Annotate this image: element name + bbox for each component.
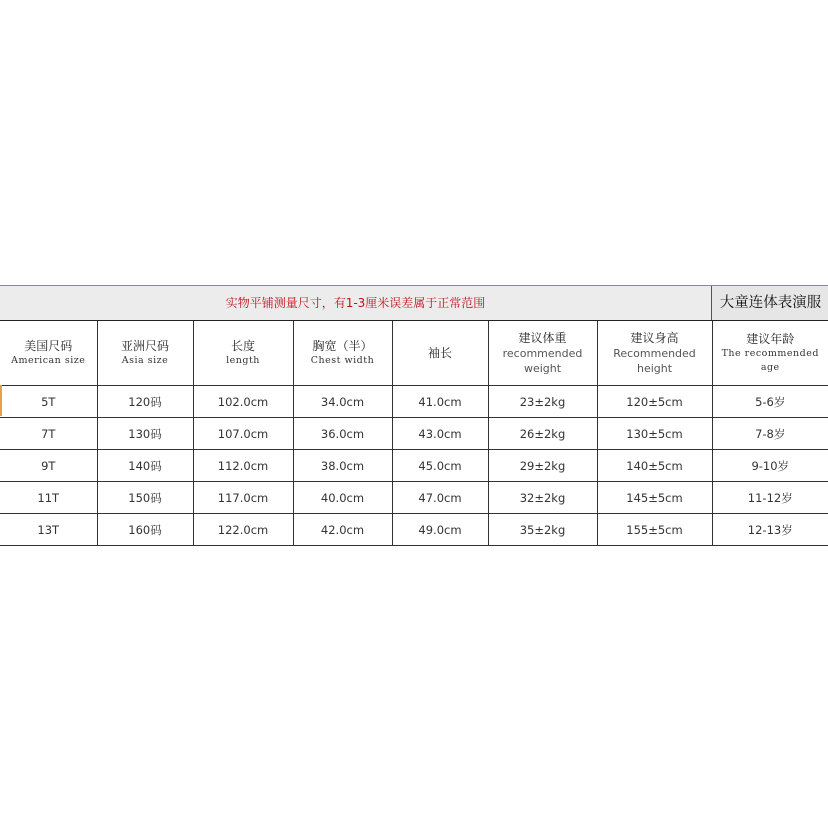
- chart-banner: [0, 286, 828, 321]
- table-cell: 130码: [97, 418, 193, 450]
- column-header-zh: 建议年龄: [746, 331, 795, 346]
- table-cell: 11-12岁: [712, 482, 828, 514]
- column-header: [597, 321, 712, 386]
- table-cell: 34.0cm: [293, 386, 392, 418]
- table-cell: 120码: [97, 386, 193, 418]
- column-header-en: American size: [11, 354, 86, 366]
- table-cell: 32±2kg: [488, 482, 597, 514]
- size-chart: [0, 285, 828, 546]
- table-cell: 5-6岁: [712, 386, 828, 418]
- column-header-zh: 建议身高: [630, 330, 679, 345]
- table-row: [0, 482, 828, 514]
- table-cell: 122.0cm: [193, 514, 293, 546]
- column-header-en: Asia size: [121, 354, 169, 366]
- product-title: 大童连体表演服: [711, 286, 828, 320]
- table-cell: 9T: [0, 450, 97, 482]
- table-cell: 13T: [0, 514, 97, 546]
- table-cell: 117.0cm: [193, 482, 293, 514]
- header-row: [0, 321, 828, 386]
- table-cell: 26±2kg: [488, 418, 597, 450]
- table-body: [0, 386, 828, 546]
- measurement-notice: 实物平铺测量尺寸，有1-3厘米误差属于正常范围: [225, 296, 486, 310]
- column-header: [97, 321, 193, 386]
- table-cell: 42.0cm: [293, 514, 392, 546]
- table-cell: 112.0cm: [193, 450, 293, 482]
- table-cell: 35±2kg: [488, 514, 597, 546]
- table-cell: 145±5cm: [597, 482, 712, 514]
- table-cell: 5T: [0, 386, 97, 418]
- column-header-en: Chest width: [310, 354, 375, 366]
- table-row: [0, 450, 828, 482]
- table-cell: 102.0cm: [193, 386, 293, 418]
- table-cell: 120±5cm: [597, 386, 712, 418]
- column-header-zh: 建议体重: [518, 330, 567, 345]
- column-header: [712, 321, 828, 386]
- table-cell: 36.0cm: [293, 418, 392, 450]
- table-cell: 45.0cm: [392, 450, 488, 482]
- column-header: [488, 321, 597, 386]
- table-row: [0, 418, 828, 450]
- column-header-en: The recommended age: [721, 347, 819, 373]
- column-header-zh: 亚洲尺码: [120, 338, 169, 353]
- table-row: [0, 514, 828, 546]
- table-cell: 7T: [0, 418, 97, 450]
- table-cell: 47.0cm: [392, 482, 488, 514]
- table-cell: 140±5cm: [597, 450, 712, 482]
- table-cell: 130±5cm: [597, 418, 712, 450]
- table-cell: 107.0cm: [193, 418, 293, 450]
- table-cell: 9-10岁: [712, 450, 828, 482]
- row-accent-marker: [0, 385, 2, 416]
- table-cell: 29±2kg: [488, 450, 597, 482]
- column-header: [392, 321, 488, 386]
- column-header: [0, 321, 97, 386]
- table-header: [0, 321, 828, 386]
- column-header-zh: 胸宽（半）: [312, 338, 373, 353]
- table-cell: 7-8岁: [712, 418, 828, 450]
- column-header: [193, 321, 293, 386]
- table-cell: 150码: [97, 482, 193, 514]
- table-cell: 43.0cm: [392, 418, 488, 450]
- table-cell: 40.0cm: [293, 482, 392, 514]
- table-cell: 155±5cm: [597, 514, 712, 546]
- table-cell: 38.0cm: [293, 450, 392, 482]
- column-header-en: Recommended height: [613, 346, 696, 375]
- table-row: [0, 386, 828, 418]
- column-header-zh: 袖长: [427, 345, 452, 360]
- column-header-zh: 美国尺码: [24, 338, 73, 353]
- column-header-zh: 长度: [230, 338, 255, 353]
- table-cell: 49.0cm: [392, 514, 488, 546]
- table-cell: 140码: [97, 450, 193, 482]
- column-header-en: recommended weight: [502, 346, 583, 375]
- table-cell: 41.0cm: [392, 386, 488, 418]
- column-header: [293, 321, 392, 386]
- column-header-en: length: [226, 354, 260, 366]
- table-cell: 160码: [97, 514, 193, 546]
- table-cell: 23±2kg: [488, 386, 597, 418]
- size-table: [0, 321, 828, 546]
- table-cell: 11T: [0, 482, 97, 514]
- table-cell: 12-13岁: [712, 514, 828, 546]
